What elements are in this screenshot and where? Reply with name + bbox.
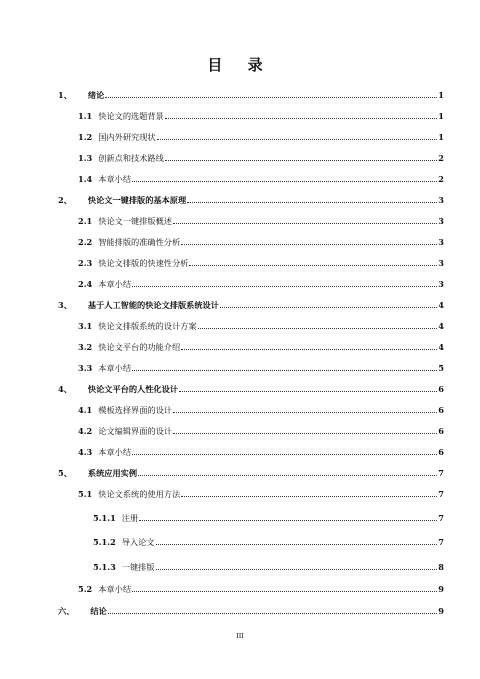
toc-entry-page: 3	[438, 237, 444, 247]
toc-entry-number: 2.3	[78, 258, 93, 268]
toc-entry-title: 创新点和技术路线	[98, 153, 164, 163]
page-number-footer: III	[236, 632, 244, 640]
toc-leader-dots	[156, 569, 438, 570]
toc-entry-page: 5	[438, 363, 444, 373]
toc-entry-page: 6	[438, 405, 444, 415]
toc-entry-page: 9	[438, 584, 444, 594]
toc-entry-title: 快论文排版系统的设计方案	[98, 321, 197, 331]
toc-entry[interactable]	[78, 584, 444, 595]
toc-entry-number: 3、	[58, 300, 72, 310]
toc-entry[interactable]	[78, 426, 444, 437]
toc-entry[interactable]	[78, 405, 444, 416]
toc-entry[interactable]	[78, 111, 444, 122]
toc-entry-number: 5.2	[78, 584, 93, 594]
toc-leader-dots	[105, 97, 437, 98]
toc-entry-number: 5.1.2	[93, 537, 116, 547]
toc-leader-dots	[132, 370, 437, 371]
toc-entry-title: 快论文平台的功能介绍	[98, 342, 181, 352]
toc-leader-dots	[173, 412, 437, 413]
toc-entry[interactable]	[78, 174, 444, 185]
toc-entry-number: 5.1.1	[93, 513, 116, 523]
toc-entry-title: 模板选择界面的设计	[98, 405, 172, 415]
toc-entry[interactable]	[58, 384, 444, 395]
toc-entry-page: 2	[438, 153, 444, 163]
toc-entry-page: 1	[438, 132, 444, 142]
toc-entry-number: 3.1	[78, 321, 93, 331]
toc-entry[interactable]	[93, 537, 444, 548]
toc-entry-title: 论文编辑界面的设计	[98, 426, 172, 436]
toc-entry-number: 1.2	[78, 132, 93, 142]
toc-entry-number: 4.3	[78, 447, 93, 457]
toc-entry-page: 3	[438, 216, 444, 226]
toc-entry-page: 6	[438, 447, 444, 457]
toc-entry-number: 5、	[58, 468, 72, 478]
toc-entry-page: 7	[438, 537, 444, 547]
toc-leader-dots	[156, 544, 438, 545]
toc-entry-page: 6	[438, 426, 444, 436]
toc-entry[interactable]	[58, 468, 444, 479]
toc-leader-dots	[173, 433, 437, 434]
toc-leader-dots	[165, 118, 438, 119]
toc-entry-page: 1	[438, 111, 444, 121]
toc-entry-title: 本章小结	[98, 279, 132, 289]
toc-entry-page: 9	[438, 606, 444, 616]
toc-leader-dots	[198, 328, 438, 329]
toc-entry[interactable]	[78, 132, 444, 143]
toc-entry-title: 快论文的选题背景	[98, 111, 164, 121]
toc-entry[interactable]	[78, 321, 444, 332]
toc-entry-number: 2.4	[78, 279, 93, 289]
toc-leader-dots	[157, 139, 438, 140]
toc-entry-title: 系统应用实例	[87, 468, 138, 478]
toc-entry-number: 5.1.3	[93, 562, 116, 572]
toc-entry[interactable]	[78, 258, 444, 269]
toc-leader-dots	[189, 265, 437, 266]
toc-entry-number: 2、	[58, 195, 72, 205]
toc-entry-page: 3	[438, 195, 444, 205]
toc-entry-title: 快论文系统的使用方法	[98, 489, 181, 499]
toc-entry[interactable]	[78, 279, 444, 290]
toc-entry-page: 4	[438, 321, 444, 331]
toc-entry[interactable]	[58, 90, 444, 101]
toc-leader-dots	[181, 496, 437, 497]
toc-entry[interactable]	[78, 216, 444, 227]
toc-entry-number: 1、	[58, 90, 72, 100]
toc-entry-title: 本章小结	[98, 584, 132, 594]
toc-entry-number: 2.2	[78, 237, 93, 247]
toc-entry-title: 智能排版的准确性分析	[98, 237, 181, 247]
toc-leader-dots	[181, 349, 437, 350]
toc-entry-page: 2	[438, 174, 444, 184]
toc-entry-title: 一键排版	[121, 562, 155, 572]
toc-entry-page: 7	[438, 513, 444, 523]
toc-leader-dots	[220, 307, 437, 308]
toc-entry-title: 快论文一键排版的基本原理	[87, 195, 187, 205]
toc-entry-title: 国内外研究现状	[98, 132, 156, 142]
toc-entry-number: 1.1	[78, 111, 93, 121]
toc-entry[interactable]	[58, 606, 444, 617]
toc-entry-title: 快论文一键排版概述	[98, 216, 172, 226]
toc-entry-title: 绪论	[87, 90, 105, 100]
toc-entry[interactable]	[78, 237, 444, 248]
toc-entry[interactable]	[78, 489, 444, 500]
toc-entry-number: 4.1	[78, 405, 93, 415]
toc-entry[interactable]	[93, 562, 444, 573]
toc-entry-title: 注册	[121, 513, 139, 523]
toc-entry-number: 5.1	[78, 489, 93, 499]
toc-leader-dots	[132, 454, 437, 455]
toc-entry-number: 3.3	[78, 363, 93, 373]
toc-leader-dots	[132, 286, 437, 287]
toc-entry-number: 1.4	[78, 174, 93, 184]
toc-leader-dots	[108, 613, 438, 614]
toc-leader-dots	[139, 520, 437, 521]
toc-entry-page: 3	[438, 279, 444, 289]
toc-entry-page: 6	[438, 384, 444, 394]
toc-entry-number: 4、	[58, 384, 72, 394]
toc-leader-dots	[187, 202, 437, 203]
toc-entry-page: 4	[438, 300, 444, 310]
toc-leader-dots	[132, 591, 437, 592]
toc-entry[interactable]	[93, 513, 444, 524]
toc-entry-number: 3.2	[78, 342, 93, 352]
toc-entry-title: 结论	[90, 606, 107, 616]
toc-entry[interactable]	[78, 342, 444, 353]
toc-entry-title: 快论文平台的人性化设计	[87, 384, 178, 394]
toc-entry-page: 7	[438, 489, 444, 499]
toc-entry-title: 本章小结	[98, 363, 132, 373]
toc-entry-page: 4	[438, 342, 444, 352]
toc-leader-dots	[173, 223, 437, 224]
toc-entry-number: 2.1	[78, 216, 93, 226]
toc-entry[interactable]	[78, 447, 444, 458]
toc-entry-page: 1	[438, 90, 444, 100]
toc-leader-dots	[132, 181, 437, 182]
toc-entry[interactable]	[78, 153, 444, 164]
toc-entry[interactable]	[78, 363, 444, 374]
toc-entry[interactable]	[58, 300, 444, 311]
toc-entry-title: 本章小结	[98, 447, 132, 457]
toc-entry-page: 7	[438, 468, 444, 478]
toc-leader-dots	[181, 244, 437, 245]
toc-entry-title: 本章小结	[98, 174, 132, 184]
toc-entry-page: 3	[438, 258, 444, 268]
toc-entry-title: 基于人工智能的快论文排版系统设计	[87, 300, 219, 310]
toc-leader-dots	[179, 391, 437, 392]
toc-entry-title: 快论文排版的快速性分析	[98, 258, 189, 268]
toc-entry-number: 1.3	[78, 153, 93, 163]
toc-entry-page: 8	[438, 562, 444, 572]
toc-entry-number: 4.2	[78, 426, 93, 436]
page-title: 目 录	[207, 56, 273, 74]
toc-leader-dots	[138, 475, 437, 476]
toc-entry-number: 六、	[58, 606, 75, 616]
toc-leader-dots	[165, 160, 438, 161]
toc-entry-title: 导入论文	[121, 537, 155, 547]
toc-entry[interactable]	[58, 195, 444, 206]
